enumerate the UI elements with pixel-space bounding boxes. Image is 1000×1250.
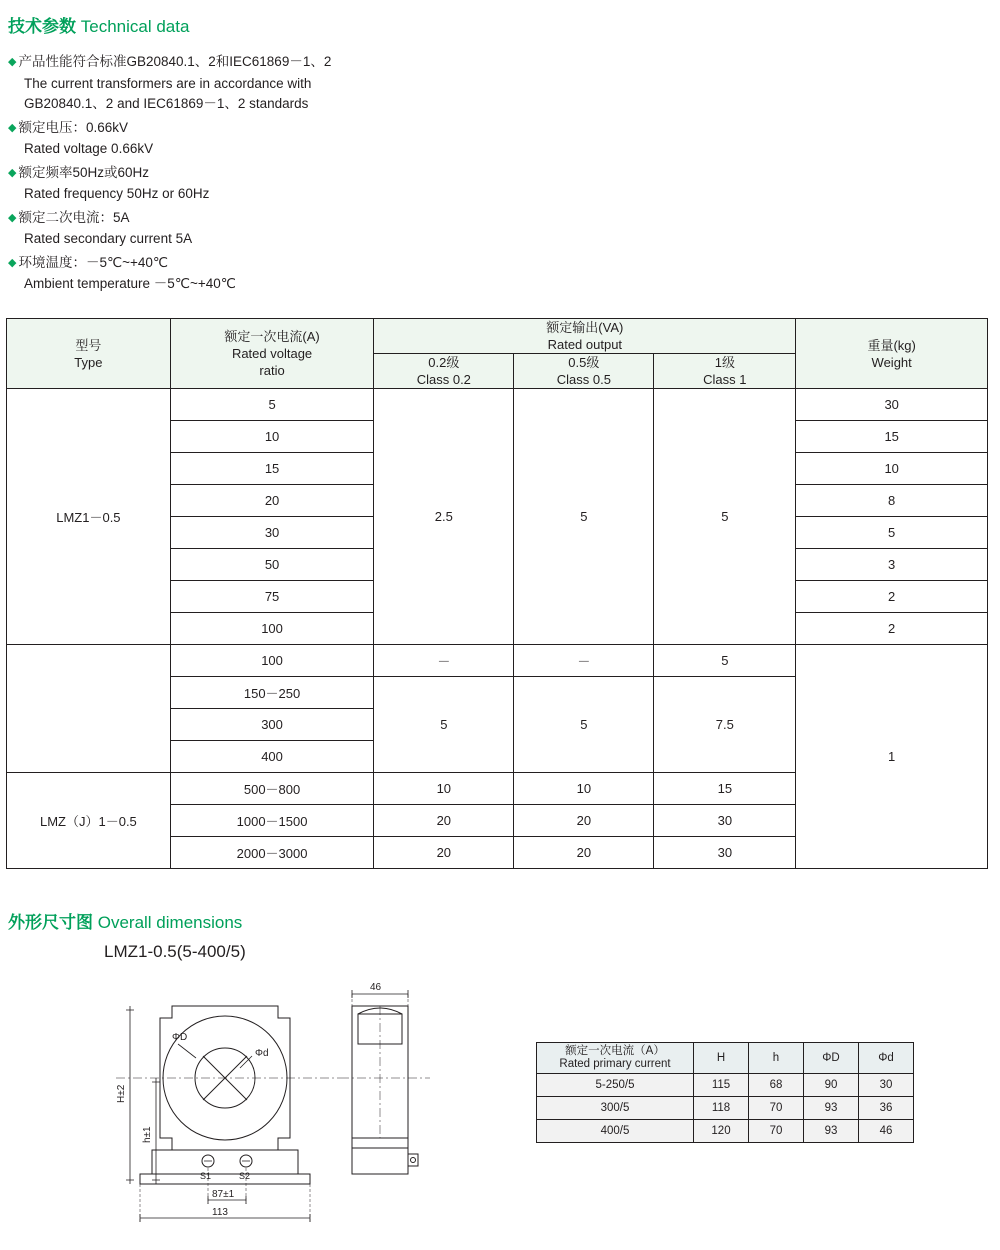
cell-type-blank [7,645,171,773]
specification-table [6,318,988,869]
label-s1: S1 [200,1171,212,1181]
spec-cn: 额定二次电流：5A [18,209,130,225]
dim-cell-PhiD: 93 [804,1120,859,1143]
dimension-table [536,1042,914,1143]
spec-cn: 额定电压：0.66kV [18,119,128,135]
dim-cell-current: 5-250/5 [537,1074,694,1097]
cell-class02: 10 [374,773,514,805]
dim-col-header-current: 额定一次电流（A） Rated primary current [537,1043,694,1074]
cell-class05: 20 [514,837,654,869]
cell-weight: 2 [796,581,988,613]
spec-cn: 环境温度：－5℃~+40℃ [18,254,169,270]
cell-class1: 15 [654,773,796,805]
cell-current: 100 [170,645,374,677]
dim-cell-h: 70 [749,1120,804,1143]
label-46: 46 [370,982,382,993]
cell-weight: 2 [796,613,988,645]
dim-cell-H: 120 [694,1120,749,1143]
table-row [7,389,988,421]
table-row [7,645,988,677]
cell-class02: 2.5 [374,389,514,645]
cell-class05: 5 [514,389,654,645]
label-h: h±1 [142,1126,153,1143]
dim-cell-H: 118 [694,1097,749,1120]
list-item [8,118,568,160]
table-row [537,1120,914,1143]
dim-cell-h: 68 [749,1074,804,1097]
spec-en: Ambient temperature －5℃~+40℃ [24,276,236,291]
side-view-drawing [330,978,450,1236]
cell-weight-merged: 1 [796,645,988,869]
cell-current: 2000－3000 [170,837,374,869]
technical-data-heading-cn: 技术参数 [8,17,76,36]
label-phid: Φd [255,1048,269,1059]
cell-weight: 10 [796,453,988,485]
technical-data-heading-en: Technical data [80,17,190,36]
cell-current: 75 [170,581,374,613]
dim-cell-Phid: 36 [859,1097,914,1120]
diamond-bullet-icon: ◆ [8,56,17,68]
spec-en: Rated frequency 50Hz or 60Hz [24,186,210,201]
col-header-class05: 0.5级 Class 0.5 [514,354,654,389]
cell-type: LMZ（J）1－0.5 [7,773,171,869]
spec-list [8,52,568,298]
dim-cell-H: 115 [694,1074,749,1097]
dim-cell-h: 70 [749,1097,804,1120]
cell-class05: 10 [514,773,654,805]
dim-col-header-PhiD: ΦD [804,1043,859,1074]
label-113: 113 [212,1207,228,1218]
cell-current: 100 [170,613,374,645]
cell-class05: － [514,645,654,677]
cell-class02: 20 [374,837,514,869]
cell-class05: 20 [514,805,654,837]
spec-cn: 额定频率50Hz或60Hz [18,164,149,180]
table-body [7,389,988,869]
dimension-table-header [537,1043,914,1074]
spec-en: Rated voltage 0.66kV [24,141,154,156]
cell-type: LMZ1－0.5 [7,389,171,645]
label-s2: S2 [239,1171,251,1181]
cell-current: 15 [170,453,374,485]
cell-weight: 5 [796,517,988,549]
diamond-bullet-icon: ◆ [8,121,17,134]
list-item [8,253,568,295]
cell-class1: 5 [654,645,796,677]
label-H: H±2 [116,1084,127,1103]
cell-current: 5 [170,389,374,421]
dim-cell-PhiD: 93 [804,1097,859,1120]
list-item [8,208,568,250]
cell-current: 500－800 [170,773,374,805]
cell-class02: 5 [374,677,514,773]
table-row [537,1097,914,1120]
label-phiD: ΦD [172,1032,188,1043]
drawing-title: LMZ1-0.5(5-400/5) [104,942,246,961]
table-row [537,1074,914,1097]
cell-class1: 30 [654,837,796,869]
cell-current: 10 [170,421,374,453]
technical-data-heading [8,12,189,37]
label-87: 87±1 [212,1189,235,1200]
cell-class05: 5 [514,677,654,773]
table-header-row [537,1043,914,1074]
cell-current: 150－250 [170,677,374,709]
dimension-table-body [537,1074,914,1143]
cell-weight: 8 [796,485,988,517]
dim-cell-PhiD: 90 [804,1074,859,1097]
spec-en: The current transformers are in accordance with [24,75,312,91]
dim-cell-Phid: 30 [859,1074,914,1097]
col-header-type: 型号 Type [7,319,171,389]
dim-col-header-h: h [749,1043,804,1074]
diamond-bullet-icon: ◆ [8,256,17,269]
diamond-bullet-icon: ◆ [8,211,17,224]
spec-en: Rated secondary current 5A [24,231,193,246]
spec-cn: 产品性能符合标准GB20840.1、2和IEC61869－1、2 [18,54,332,69]
dim-cell-Phid: 46 [859,1120,914,1143]
overall-dimensions-heading-cn: 外形尺寸图 [8,913,93,932]
cell-current: 50 [170,549,374,581]
table-header-row [7,319,988,354]
col-header-weight: 重量(kg) Weight [796,319,988,389]
cell-current: 30 [170,517,374,549]
overall-dimensions-heading-en: Overall dimensions [97,913,243,932]
cell-weight: 3 [796,549,988,581]
overall-dimensions-heading [8,908,242,933]
col-header-output: 额定输出(VA) Rated output [374,319,796,354]
cell-class1: 7.5 [654,677,796,773]
cell-current: 1000－1500 [170,805,374,837]
col-header-class1: 1级 Class 1 [654,354,796,389]
cell-class1: 30 [654,805,796,837]
dim-col-header-Phid: Φd [859,1043,914,1074]
cell-current: 300 [170,709,374,741]
dim-cell-current: 300/5 [537,1097,694,1120]
dim-col-header-H: H [694,1043,749,1074]
cell-class02: 20 [374,805,514,837]
cell-current: 400 [170,741,374,773]
cell-weight: 15 [796,421,988,453]
list-item [8,163,568,205]
list-item [8,52,568,115]
spec-en-2: GB20840.1、2 and IEC61869－1、2 standards [24,96,309,111]
table-header [7,319,988,389]
cell-weight: 30 [796,389,988,421]
col-header-ratio: 额定一次电流(A) Rated voltage ratio [170,319,374,389]
cell-class1: 5 [654,389,796,645]
cell-class02: － [374,645,514,677]
cell-current: 20 [170,485,374,517]
dim-cell-current: 400/5 [537,1120,694,1143]
diamond-bullet-icon: ◆ [8,166,17,179]
col-header-class02: 0.2级 Class 0.2 [374,354,514,389]
